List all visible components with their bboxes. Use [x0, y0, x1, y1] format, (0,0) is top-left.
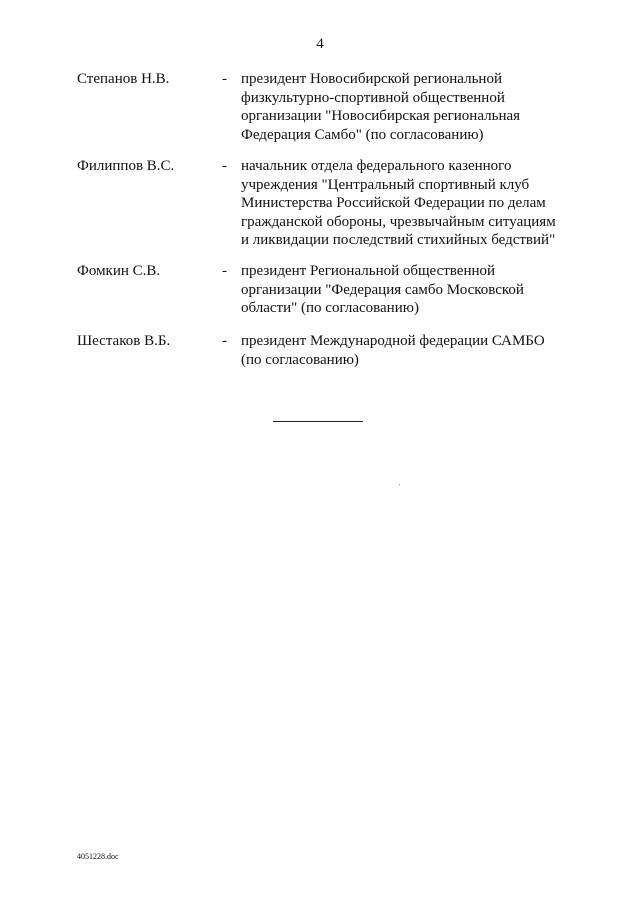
description-line: и ликвидации последствий стихийных бедствий"	[241, 232, 556, 248]
description-line: президент Новосибирской региональной	[241, 71, 502, 87]
description-line: Федерация Самбо" (по согласованию)	[241, 126, 484, 143]
description-line: гражданской обороны, чрезвычайным ситуациям	[241, 213, 556, 230]
member-name: Шестаков В.Б.	[77, 333, 171, 349]
description-line: организации "Новосибирская региональная	[241, 108, 521, 124]
member-name: Фомкин С.В.	[77, 263, 161, 279]
entry-dash: -	[222, 158, 227, 174]
member-description	[241, 332, 581, 369]
description-line: начальник отдела федерального казенного	[241, 158, 512, 174]
entry-dash: -	[222, 333, 227, 349]
description-line: учреждения "Центральный спортивный клуб	[241, 176, 530, 193]
entry-dash: -	[222, 71, 227, 87]
description-line: физкультурно-спортивной общественной	[241, 89, 505, 106]
page-number: 4	[316, 36, 324, 52]
member-name: Филиппов В.С.	[77, 158, 175, 174]
footer-file-name: 4051228.doc	[77, 852, 119, 861]
description-line: президент Международной федерации САМБО	[241, 333, 545, 349]
scan-speck	[399, 484, 400, 485]
description-line: президент Региональной общественной	[241, 263, 496, 279]
member-description	[241, 70, 581, 144]
description-line: (по согласованию)	[241, 351, 359, 368]
description-line: области" (по согласованию)	[241, 300, 419, 316]
member-name: Степанов Н.В.	[77, 71, 170, 87]
entry-dash: -	[222, 263, 227, 279]
description-line: Министерства Российской Федерации по делам	[241, 195, 546, 211]
member-description	[241, 262, 581, 318]
member-description	[241, 157, 581, 250]
description-line: организации "Федерация самбо Московской	[241, 281, 524, 298]
end-of-list-rule	[273, 421, 363, 422]
